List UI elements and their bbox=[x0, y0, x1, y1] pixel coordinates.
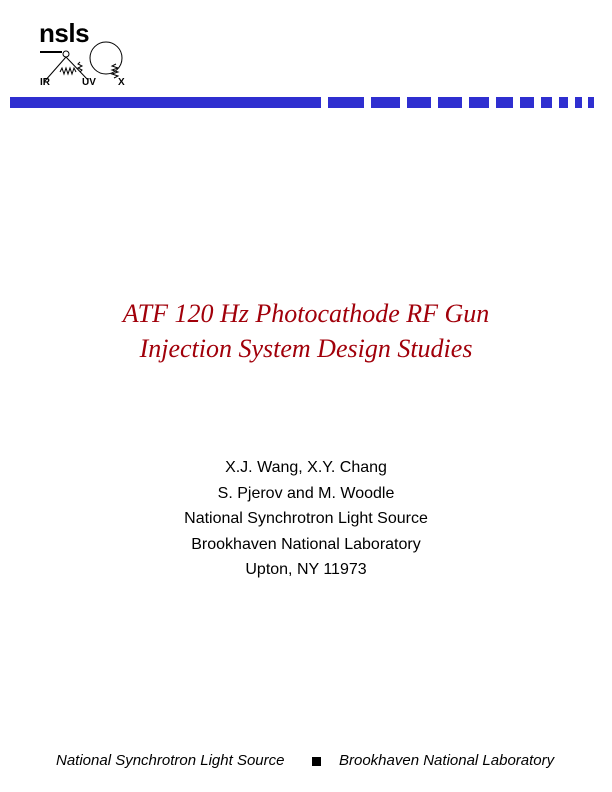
logo-label-ir: IR bbox=[40, 77, 50, 88]
footer-left-text: National Synchrotron Light Source bbox=[56, 752, 285, 769]
author-names-1: X.J. Wang, X.Y. Chang bbox=[225, 459, 387, 476]
logo-label-uv: UV bbox=[82, 77, 96, 88]
nsls-logo bbox=[36, 18, 132, 92]
footer-right-text: Brookhaven National Laboratory bbox=[339, 752, 555, 769]
affiliation-1: National Synchrotron Light Source bbox=[184, 510, 428, 528]
header-bar bbox=[10, 97, 602, 108]
affiliation-2: Brookhaven National Laboratory bbox=[191, 535, 421, 553]
footer-separator-bullet bbox=[312, 757, 321, 766]
author-block bbox=[0, 455, 612, 583]
author-names-2: S. Pjerov and M. Woodle bbox=[217, 484, 395, 502]
title-line-1: ATF 120 Hz Photocathode RF Gun bbox=[122, 299, 490, 328]
logo-wordmark: nsls bbox=[39, 18, 90, 48]
title-line-2: Injection System Design Studies bbox=[139, 334, 473, 363]
address: Upton, NY 11973 bbox=[245, 561, 367, 579]
presentation-title bbox=[0, 296, 612, 366]
logo-label-x: X bbox=[118, 77, 125, 88]
footer bbox=[0, 752, 612, 772]
